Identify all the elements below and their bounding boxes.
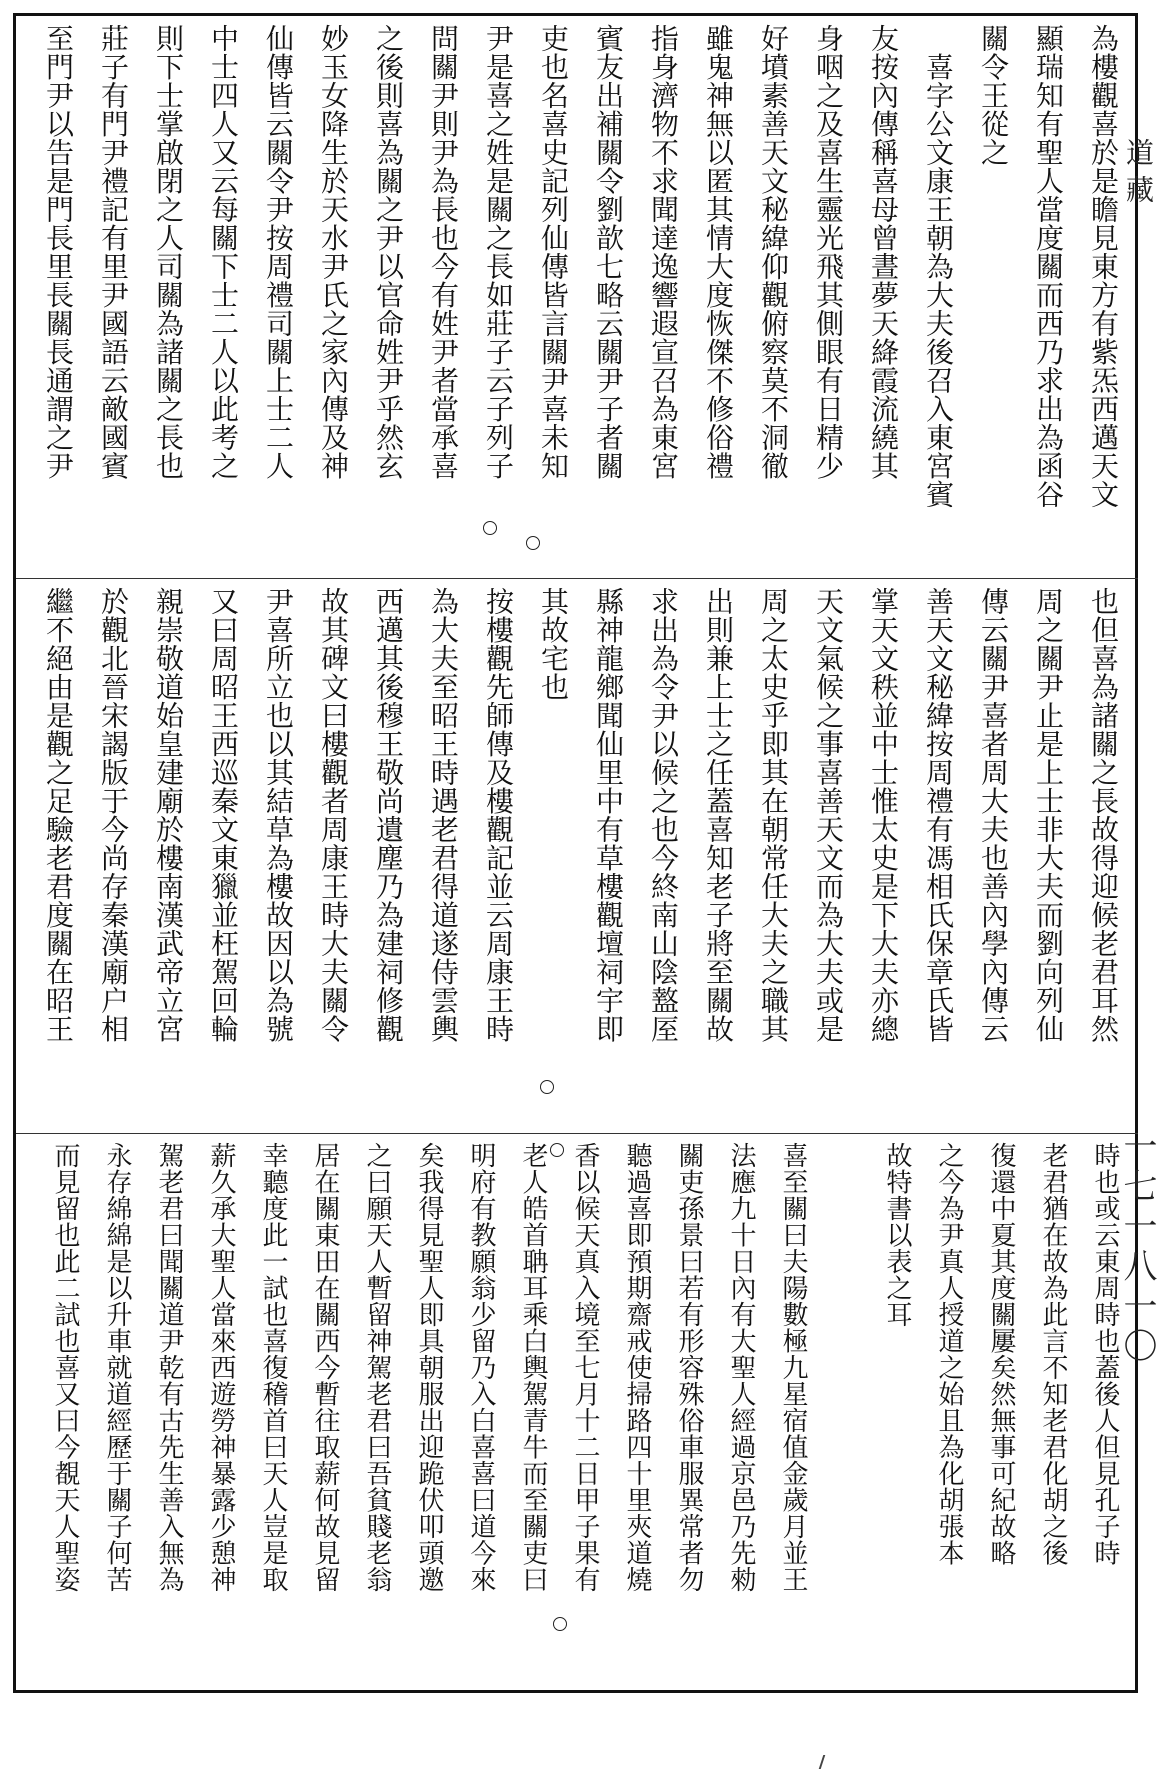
text-column: 繼不絕由是觀之足驗老君度關在昭王 [42, 587, 75, 1043]
text-column: 故其碑文曰樓觀者周康王時大夫關令 [317, 587, 350, 1043]
text-column: 幸聽度此一試也喜復稽首曰天人豈是取 [258, 1142, 288, 1593]
text-column: 好墳素善天文秘緯仰觀俯察莫不洞徹 [757, 24, 790, 480]
circle-mark [540, 1080, 554, 1094]
text-column: 妙玉女降生於天水尹氏之家內傳及神 [317, 24, 350, 480]
text-column: 周之太史乎即其在朝常任大夫之職其 [757, 587, 790, 1043]
text-column: 香以候天真入境至七月十二日甲子果有 [570, 1142, 600, 1593]
column-group [31, 24, 1131, 570]
text-column: 之曰願天人暫留神駕老君曰吾貧賤老翁 [362, 1142, 392, 1593]
text-column: 掌天文秩並中士惟太史是下大夫亦總 [867, 587, 900, 1043]
text-column: 出則兼上士之任蓋喜知老子將至關故 [702, 587, 735, 1043]
circle-mark [550, 1143, 564, 1157]
text-column: 之後則喜為關之尹以官命姓尹乎然玄 [372, 24, 405, 480]
text-column: 則下士掌啟閉之人司關為諸關之長也 [152, 24, 185, 480]
text-column: 喜至關曰夫陽數極九星宿值金歲月並王 [778, 1142, 808, 1593]
text-column: 為樓觀喜於是瞻見東方有紫炁西邁天文 [1087, 24, 1120, 509]
text-column: 關令王從之 [977, 24, 1010, 167]
text-column: 天文氣候之事喜善天文而為大夫或是 [812, 587, 845, 1043]
text-column: 而見留也此二試也喜又曰今覩天人聖姿 [50, 1142, 80, 1593]
text-column: 駕老君曰聞關道尹乾有古先生善入無為 [154, 1142, 184, 1593]
circle-mark [526, 536, 540, 550]
text-column: 善天文秘緯按周禮有馮相氏保章氏皆 [922, 587, 955, 1043]
text-column: 永存綿綿是以升車就道經歷于關子何苦 [102, 1142, 132, 1593]
column-group [39, 1142, 1131, 1684]
ink-mark [819, 1755, 832, 1769]
text-column: 法應九十日內有大聖人經過京邑乃先勑 [726, 1142, 756, 1593]
text-column: 聽過喜即預期齋戒使掃路四十里夾道燒 [622, 1142, 652, 1593]
text-column: 問關尹則尹為長也今有姓尹者當承喜 [427, 24, 460, 480]
text-column: 為大夫至昭王時遇老君得道遂侍雲輿 [427, 587, 460, 1043]
text-column: 縣神龍鄉聞仙里中有草樓觀壇祠宇即 [592, 587, 625, 1043]
text-column: 仙傳皆云關令尹按周禮司關上士二人 [262, 24, 295, 480]
text-column: 老人皓首聃耳乘白輿駕青牛而至關吏曰 [518, 1142, 548, 1593]
text-column: 雖鬼神無以匿其情大度恢傑不修俗禮 [702, 24, 735, 480]
text-column: 西邁其後穆王敬尚遺塵乃為建祠修觀 [372, 587, 405, 1043]
text-column: 求出為令尹以候之也今終南山陰盩厔 [647, 587, 680, 1043]
text-column: 居在關東田在關西今暫往取薪何故見留 [310, 1142, 340, 1593]
text-column: 也但喜為諸關之長故得迎候老君耳然 [1087, 587, 1120, 1043]
text-column: 莊子有門尹禮記有里尹國語云敵國賓 [97, 24, 130, 480]
text-column: 尹喜所立也以其結草為樓故因以為號 [262, 587, 295, 1043]
text-column: 尹是喜之姓是關之長如莊子云子列子 [482, 24, 515, 480]
text-column: 友按內傳稱喜母曾晝夢天絳霞流繞其 [867, 24, 900, 480]
text-panel-middle [16, 578, 1138, 1131]
column-group [31, 587, 1131, 1125]
page-number: 一七一八一〇 [1117, 1128, 1157, 1368]
text-column: 身咽之及喜生靈光飛其側眼有日精少 [812, 24, 845, 480]
text-column: 明府有教願翁少留乃入白喜喜曰道今來 [466, 1142, 496, 1593]
text-column: 至門尹以告是門長里長關長通謂之尹 [42, 24, 75, 480]
text-column: 於觀北晉宋謁版于今尚存秦漢廟户相 [97, 587, 130, 1043]
text-column: 吏也名喜史記列仙傳皆言關尹喜未知 [537, 24, 570, 480]
margin-title: 道 藏 [1122, 138, 1155, 203]
circle-mark [553, 1617, 567, 1631]
text-column: 又曰周昭王西巡秦文東獵並枉駕回輪 [207, 587, 240, 1043]
text-column: 中士四人又云每關下士二人以此考之 [207, 24, 240, 480]
text-column: 其故宅也 [537, 587, 570, 701]
text-column: 指身濟物不求聞達逸響遐宣召為東宮 [647, 24, 680, 480]
text-column: 薪久承大聖人當來西遊勞神暴露少憩神 [206, 1142, 236, 1593]
text-column: 之今為尹真人授道之始且為化胡張本 [934, 1142, 964, 1566]
text-column: 喜字公文康王朝為大夫後召入東宮賓 [922, 24, 955, 509]
text-column: 故特書以表之耳 [882, 1142, 912, 1328]
text-column: 賓友出補關令劉歆七略云關尹子者關 [592, 24, 625, 480]
text-column: 關吏孫景曰若有形容殊俗車服異常者勿 [674, 1142, 704, 1593]
text-panel-bottom [16, 1133, 1138, 1690]
text-column: 按樓觀先師傳及樓觀記並云周康王時 [482, 587, 515, 1043]
text-column: 時也或云東周時也蓋後人但見孔子時 [1090, 1142, 1120, 1566]
text-column: 矣我得見聖人即具朝服出迎跪伏叩頭邀 [414, 1142, 444, 1593]
text-column: 老君猶在故為此言不知老君化胡之後 [1038, 1142, 1068, 1566]
circle-mark [483, 521, 497, 535]
text-column: 周之關尹止是上士非大夫而劉向列仙 [1032, 587, 1065, 1043]
text-column: 顯瑞知有聖人當度關而西乃求出為函谷 [1032, 24, 1065, 509]
text-column: 復還中夏其度關屢矣然無事可紀故略 [986, 1142, 1016, 1566]
text-column: 親崇敬道始皇建廟於樓南漢武帝立宮 [152, 587, 185, 1043]
text-panel-top [16, 16, 1138, 576]
text-column: 傳云關尹喜者周大夫也善內學內傳云 [977, 587, 1010, 1043]
text-column [819, 1142, 871, 1684]
